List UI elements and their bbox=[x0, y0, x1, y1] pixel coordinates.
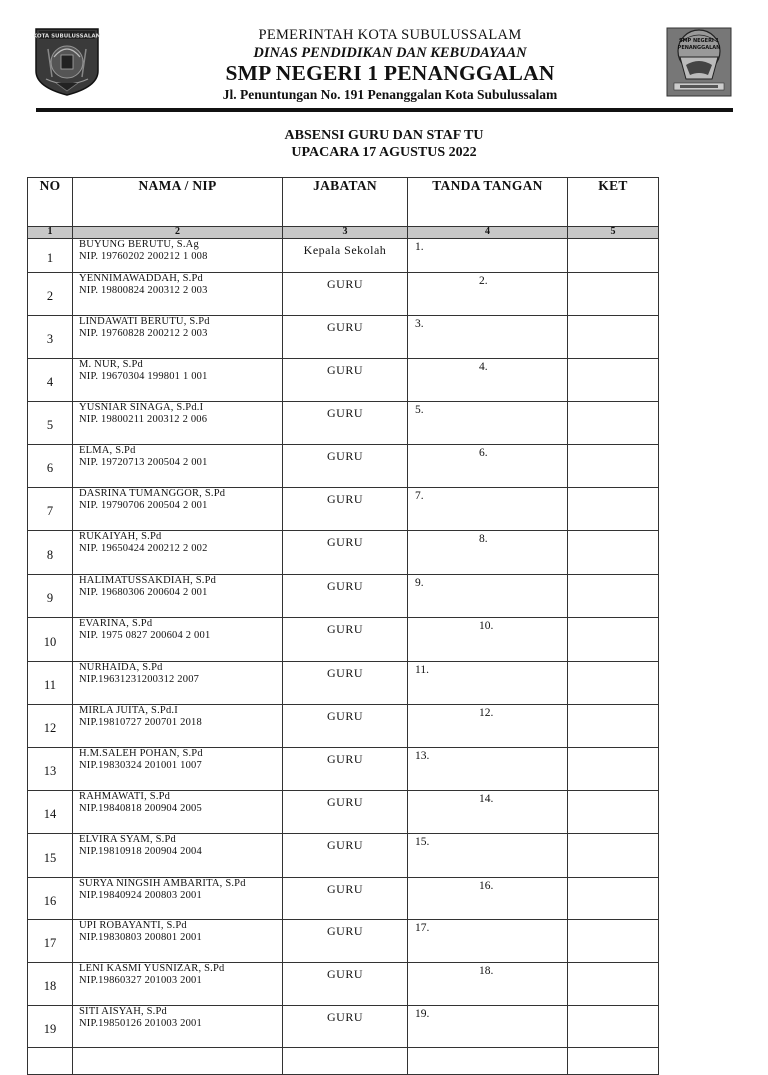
jabatan-cell: GURU bbox=[283, 791, 408, 834]
staff-name: LENI KASMI YUSNIZAR, S.Pd bbox=[79, 963, 225, 974]
signature-cell[interactable]: 1. bbox=[408, 239, 568, 273]
jabatan-cell: GURU bbox=[283, 618, 408, 662]
staff-nip: NIP.19830324 201001 1007 bbox=[79, 760, 202, 771]
row-number: 7 bbox=[28, 488, 73, 531]
staff-name: BUYUNG BERUTU, S.Ag bbox=[79, 239, 199, 250]
ket-cell[interactable] bbox=[568, 618, 659, 662]
table-row bbox=[28, 705, 659, 748]
row-number: 10 bbox=[28, 618, 73, 662]
name-nip-cell bbox=[73, 878, 283, 920]
header-jabatan: JABATAN bbox=[283, 178, 408, 227]
attendance-table-body bbox=[28, 178, 659, 1075]
ket-cell[interactable] bbox=[568, 878, 659, 920]
name-nip-cell bbox=[73, 575, 283, 618]
staff-nip: NIP. 19760202 200212 1 008 bbox=[79, 251, 208, 262]
ket-cell[interactable] bbox=[568, 575, 659, 618]
jabatan-cell: GURU bbox=[283, 963, 408, 1006]
header-tanda-tangan: TANDA TANGAN bbox=[408, 178, 568, 227]
row-number: 16 bbox=[28, 878, 73, 920]
name-nip-cell bbox=[73, 920, 283, 963]
ket-cell[interactable] bbox=[568, 488, 659, 531]
ket-cell[interactable] bbox=[568, 359, 659, 402]
column-number-row bbox=[28, 227, 659, 239]
ket-cell[interactable] bbox=[568, 791, 659, 834]
jabatan-cell: Kepala Sekolah bbox=[283, 239, 408, 273]
ket-cell[interactable] bbox=[568, 316, 659, 359]
jabatan-cell: GURU bbox=[283, 1006, 408, 1048]
row-number: 4 bbox=[28, 359, 73, 402]
staff-name: LINDAWATI BERUTU, S.Pd bbox=[79, 316, 210, 327]
attendance-table bbox=[27, 177, 659, 1075]
staff-nip: NIP.19860327 201003 2001 bbox=[79, 975, 202, 986]
ket-cell[interactable] bbox=[568, 239, 659, 273]
row-number: 6 bbox=[28, 445, 73, 488]
staff-nip: NIP. 19790706 200504 2 001 bbox=[79, 500, 208, 511]
staff-name: SURYA NINGSIH AMBARITA, S.Pd bbox=[79, 878, 246, 889]
name-nip-cell bbox=[73, 662, 283, 705]
column-number: 1 bbox=[28, 227, 73, 239]
svg-text:KOTA SUBULUSSALAM: KOTA SUBULUSSALAM bbox=[34, 33, 100, 40]
name-nip-cell bbox=[73, 273, 283, 316]
staff-nip: NIP.19840818 200904 2005 bbox=[79, 803, 202, 814]
jabatan-cell: GURU bbox=[283, 705, 408, 748]
letterhead-address: Jl. Penuntungan No. 191 Penanggalan Kota Subulussalam bbox=[222, 87, 558, 102]
table-header-row bbox=[28, 178, 659, 227]
table-row bbox=[28, 531, 659, 575]
signature-cell[interactable]: 9. bbox=[408, 575, 568, 618]
staff-nip: NIP. 19680306 200604 2 001 bbox=[79, 587, 208, 598]
row-number: 18 bbox=[28, 963, 73, 1006]
table-row bbox=[28, 963, 659, 1006]
name-nip-cell bbox=[73, 316, 283, 359]
name-nip-cell bbox=[73, 791, 283, 834]
ket-cell[interactable] bbox=[568, 662, 659, 705]
letterhead-divider bbox=[36, 108, 733, 112]
row-number: 17 bbox=[28, 920, 73, 963]
table-row bbox=[28, 834, 659, 878]
header-ket: KET bbox=[568, 178, 659, 227]
table-row bbox=[28, 920, 659, 963]
smp-negeri-1-penanggalan-logo bbox=[666, 27, 732, 97]
jabatan-cell: GURU bbox=[283, 273, 408, 316]
empty-cell bbox=[568, 1048, 659, 1075]
signature-cell[interactable]: 17. bbox=[408, 920, 568, 963]
table-row bbox=[28, 618, 659, 662]
name-nip-cell bbox=[73, 359, 283, 402]
staff-name: DASRINA TUMANGGOR, S.Pd bbox=[79, 488, 226, 499]
ket-cell[interactable] bbox=[568, 445, 659, 488]
jabatan-cell: GURU bbox=[283, 402, 408, 445]
ket-cell[interactable] bbox=[568, 705, 659, 748]
staff-name: SITI AISYAH, S.Pd bbox=[79, 1006, 167, 1017]
staff-nip: NIP.19810918 200904 2004 bbox=[79, 846, 202, 857]
ket-cell[interactable] bbox=[568, 963, 659, 1006]
signature-cell[interactable]: 2. bbox=[408, 273, 568, 316]
table-row bbox=[28, 662, 659, 705]
name-nip-cell bbox=[73, 488, 283, 531]
table-row bbox=[28, 445, 659, 488]
signature-cell[interactable]: 3. bbox=[408, 316, 568, 359]
header-nama-nip: NAMA / NIP bbox=[73, 178, 283, 227]
header-no: NO bbox=[28, 178, 73, 227]
row-number: 3 bbox=[28, 316, 73, 359]
table-row bbox=[28, 575, 659, 618]
staff-nip: NIP.19850126 201003 2001 bbox=[79, 1018, 202, 1029]
name-nip-cell bbox=[73, 834, 283, 878]
kota-subulussalam-logo bbox=[34, 27, 100, 97]
staff-name: H.M.SALEH POHAN, S.Pd bbox=[79, 748, 203, 759]
table-row bbox=[28, 273, 659, 316]
row-number: 12 bbox=[28, 705, 73, 748]
jabatan-cell: GURU bbox=[283, 575, 408, 618]
column-number: 2 bbox=[73, 227, 283, 239]
signature-cell[interactable]: 14. bbox=[408, 791, 568, 834]
staff-name: UPI ROBAYANTI, S.Pd bbox=[79, 920, 187, 931]
ket-cell[interactable] bbox=[568, 273, 659, 316]
svg-text:SMP NEGERI 1: SMP NEGERI 1 bbox=[678, 38, 720, 44]
signature-cell[interactable]: 18. bbox=[408, 963, 568, 1006]
signature-cell[interactable]: 16. bbox=[408, 878, 568, 920]
ket-cell[interactable] bbox=[568, 834, 659, 878]
staff-name: YUSNIAR SINAGA, S.Pd.I bbox=[79, 402, 204, 413]
jabatan-cell: GURU bbox=[283, 531, 408, 575]
staff-nip: NIP. 19720713 200504 2 001 bbox=[79, 457, 208, 468]
staff-nip: NIP.19631231200312 2007 bbox=[79, 674, 200, 685]
staff-nip: NIP. 19670304 199801 1 001 bbox=[79, 371, 208, 382]
column-number: 3 bbox=[283, 227, 408, 239]
staff-nip: NIP. 1975 0827 200604 2 001 bbox=[79, 630, 211, 641]
empty-cell bbox=[283, 1048, 408, 1075]
name-nip-cell bbox=[73, 239, 283, 273]
row-number: 5 bbox=[28, 402, 73, 445]
signature-cell[interactable]: 8. bbox=[408, 531, 568, 575]
svg-text:PENANGGALAN: PENANGGALAN bbox=[677, 45, 721, 51]
table-row bbox=[28, 748, 659, 791]
table-row bbox=[28, 488, 659, 531]
empty-cell bbox=[408, 1048, 568, 1075]
staff-name: ELVIRA SYAM, S.Pd bbox=[79, 834, 176, 845]
table-row bbox=[28, 316, 659, 359]
staff-nip: NIP. 19800824 200312 2 003 bbox=[79, 285, 208, 296]
column-number: 5 bbox=[568, 227, 659, 239]
ket-cell[interactable] bbox=[568, 748, 659, 791]
ket-cell[interactable] bbox=[568, 920, 659, 963]
row-number: 2 bbox=[28, 273, 73, 316]
jabatan-cell: GURU bbox=[283, 748, 408, 791]
staff-name: ELMA, S.Pd bbox=[79, 445, 136, 456]
staff-name: EVARINA, S.Pd bbox=[79, 618, 153, 629]
signature-cell[interactable]: 5. bbox=[408, 402, 568, 445]
jabatan-cell: GURU bbox=[283, 316, 408, 359]
staff-name: M. NUR, S.Pd bbox=[79, 359, 143, 370]
signature-cell[interactable]: 10. bbox=[408, 618, 568, 662]
staff-name: RAHMAWATI, S.Pd bbox=[79, 791, 171, 802]
ket-cell[interactable] bbox=[568, 1006, 659, 1048]
row-number: 1 bbox=[28, 239, 73, 273]
row-number: 9 bbox=[28, 575, 73, 618]
letterhead-school-name: SMP NEGERI 1 PENANGGALAN bbox=[225, 61, 555, 85]
signature-cell[interactable]: 6. bbox=[408, 445, 568, 488]
letterhead-government: PEMERINTAH KOTA SUBULUSSALAM bbox=[258, 27, 522, 43]
ket-cell[interactable] bbox=[568, 402, 659, 445]
signature-cell[interactable]: 13. bbox=[408, 748, 568, 791]
row-number: 13 bbox=[28, 748, 73, 791]
table-row bbox=[28, 359, 659, 402]
table-row bbox=[28, 402, 659, 445]
empty-cell bbox=[73, 1048, 283, 1075]
name-nip-cell bbox=[73, 963, 283, 1006]
jabatan-cell: GURU bbox=[283, 662, 408, 705]
staff-name: NURHAIDA, S.Pd bbox=[79, 662, 163, 673]
empty-cell bbox=[28, 1048, 73, 1075]
jabatan-cell: GURU bbox=[283, 920, 408, 963]
name-nip-cell bbox=[73, 445, 283, 488]
letterhead-department: DINAS PENDIDIKAN DAN KEBUDAYAAN bbox=[253, 45, 527, 61]
table-row bbox=[28, 239, 659, 273]
jabatan-cell: GURU bbox=[283, 834, 408, 878]
table-row bbox=[28, 791, 659, 834]
staff-name: YENNIMAWADDAH, S.Pd bbox=[79, 273, 204, 284]
name-nip-cell bbox=[73, 705, 283, 748]
jabatan-cell: GURU bbox=[283, 488, 408, 531]
staff-name: RUKAIYAH, S.Pd bbox=[79, 531, 162, 542]
document-title: ABSENSI GURU DAN STAF TU bbox=[284, 128, 484, 143]
row-number: 14 bbox=[28, 791, 73, 834]
jabatan-cell: GURU bbox=[283, 445, 408, 488]
signature-cell[interactable]: 7. bbox=[408, 488, 568, 531]
name-nip-cell bbox=[73, 1006, 283, 1048]
staff-nip: NIP.19810727 200701 2018 bbox=[79, 717, 202, 728]
name-nip-cell bbox=[73, 618, 283, 662]
name-nip-cell bbox=[73, 531, 283, 575]
staff-nip: NIP. 19760828 200212 2 003 bbox=[79, 328, 208, 339]
row-number: 15 bbox=[28, 834, 73, 878]
signature-cell[interactable]: 12. bbox=[408, 705, 568, 748]
empty-table-row bbox=[28, 1048, 659, 1075]
letterhead bbox=[150, 28, 630, 104]
row-number: 8 bbox=[28, 531, 73, 575]
jabatan-cell: GURU bbox=[283, 359, 408, 402]
signature-cell[interactable]: 4. bbox=[408, 359, 568, 402]
column-number: 4 bbox=[408, 227, 568, 239]
name-nip-cell bbox=[73, 402, 283, 445]
staff-name: HALIMATUSSAKDIAH, S.Pd bbox=[79, 575, 217, 586]
jabatan-cell: GURU bbox=[283, 878, 408, 920]
signature-cell[interactable]: 11. bbox=[408, 662, 568, 705]
staff-nip: NIP. 19650424 200212 2 002 bbox=[79, 543, 208, 554]
row-number: 19 bbox=[28, 1006, 73, 1048]
table-row bbox=[28, 1006, 659, 1048]
document-subtitle: UPACARA 17 AGUSTUS 2022 bbox=[291, 145, 477, 160]
staff-nip: NIP.19840924 200803 2001 bbox=[79, 890, 202, 901]
staff-nip: NIP.19830803 200801 2001 bbox=[79, 932, 202, 943]
staff-nip: NIP. 19800211 200312 2 006 bbox=[79, 414, 208, 425]
name-nip-cell bbox=[73, 748, 283, 791]
signature-cell[interactable]: 19. bbox=[408, 1006, 568, 1048]
ket-cell[interactable] bbox=[568, 531, 659, 575]
signature-cell[interactable]: 15. bbox=[408, 834, 568, 878]
table-row bbox=[28, 878, 659, 920]
row-number: 11 bbox=[28, 662, 73, 705]
staff-name: MIRLA JUITA, S.Pd.I bbox=[79, 705, 178, 716]
